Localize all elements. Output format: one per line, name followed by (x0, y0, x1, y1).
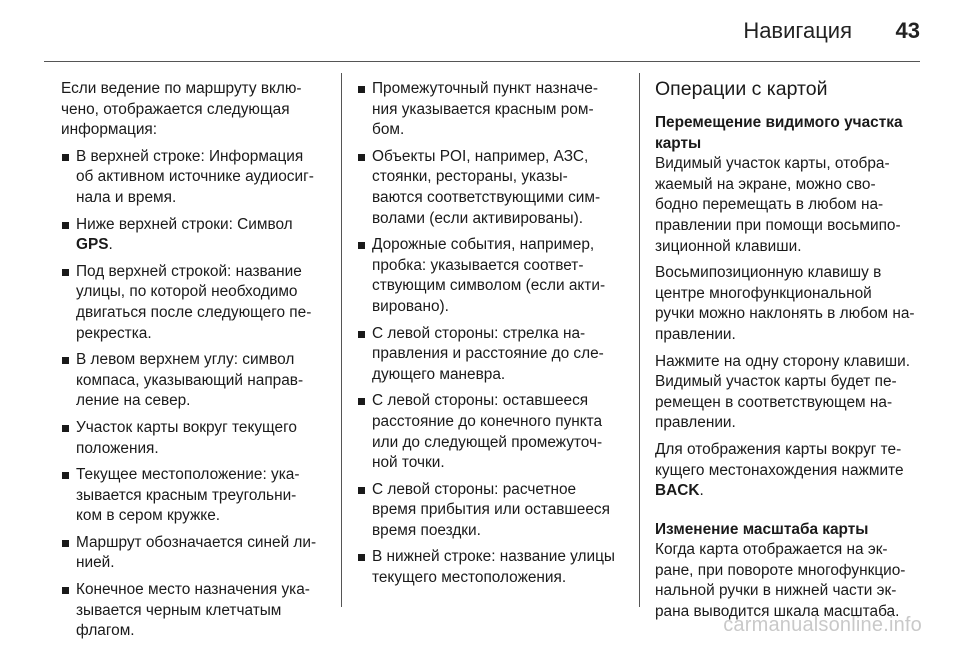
paragraph: Нажмите на одну сторону клавиши. Видимый участок карты будет пе- ремещен в соответствующем на- правлении. (655, 352, 911, 432)
list-item: Под верхней строкой: название улицы, по которой необходимо двигаться после следующего пе- рекрестка. (61, 262, 331, 344)
list-item: В верхней строке: Информация об активном источнике аудиосиг- нала и время. (61, 147, 331, 209)
list-item: В нижней строке: название улицы текущего местоположения. (357, 547, 629, 588)
list-item: С левой стороны: стрелка на- правления и расстояние до сле- дующего маневра. (357, 324, 629, 386)
bullet-square-icon (358, 398, 365, 405)
spacer (655, 508, 925, 520)
column-divider-2 (639, 73, 640, 607)
info-list (61, 147, 331, 642)
bullet-square-icon (62, 587, 69, 594)
column-1 (61, 79, 331, 648)
column-divider-1 (341, 73, 342, 607)
bullet-square-icon (358, 86, 365, 93)
bullet-square-icon (62, 540, 69, 547)
bullet-square-icon (62, 357, 69, 364)
subsection-heading-move-map: Перемещение видимого участка карты (655, 114, 903, 152)
list-item: Объекты POI, например, АЗС, стоянки, рестораны, указы- ваются соответствующими сим- волами (если активированы). (357, 147, 629, 229)
watermark: carmanualsonline.info (723, 614, 922, 636)
list-item: Ниже верхней строки: Символ GPS. (61, 215, 331, 256)
column-2 (357, 79, 629, 595)
list-item: С левой стороны: оставшееся расстояние до конечного пункта или до следующей промежуточ- ной точки. (357, 391, 629, 473)
bullet-square-icon (358, 154, 365, 161)
bullet-square-icon (62, 154, 69, 161)
list-item: В левом верхнем углу: символ компаса, указывающий направ- ление на север. (61, 350, 331, 412)
list-item: Участок карты вокруг текущего положения. (61, 418, 331, 459)
list-item: Конечное место назначения ука- зывается черным клетчатым флагом. (61, 580, 331, 642)
column-3 (655, 79, 925, 629)
info-list-continued (357, 79, 629, 589)
bullet-square-icon (62, 425, 69, 432)
subsection-heading-zoom: Изменение масштаба карты (655, 520, 869, 538)
bullet-square-icon (62, 269, 69, 276)
page-number: 43 (895, 18, 920, 43)
section-title: Операции с картой (655, 78, 828, 100)
page-header (0, 0, 960, 62)
gps-term: GPS (76, 236, 109, 254)
paragraph: Для отображения карты вокруг те- кущего местонахождения нажмите BACK. (655, 440, 904, 500)
list-item: Маршрут обозначается синей ли- нией. (61, 533, 331, 574)
back-key-term: BACK (655, 482, 700, 500)
bullet-square-icon (358, 331, 365, 338)
bullet-square-icon (358, 487, 365, 494)
paragraph: Восьмипозиционную клавишу в центре многофункциональной ручки можно наклонять в любом на- правлении. (655, 264, 915, 343)
list-item: Дорожные события, например, пробка: указывается соответ- ствующим символом (если акти- вировано). (357, 235, 629, 317)
list-item: Промежуточный пункт назначе- ния указывается красным ром- бом. (357, 79, 629, 141)
list-item: Текущее местоположение: ука- зывается красным треугольни- ком в сером кружке. (61, 465, 331, 527)
page-title: Навигация (743, 18, 852, 43)
paragraph: Когда карта отображается на эк- ране, при повороте многофункцио- нальной ручки в нижней части эк- рана выводится шкала масштаба. (655, 541, 906, 621)
bullet-square-icon (358, 242, 365, 249)
paragraph: Видимый участок карты, отобра- жаемый на экране, можно сво- бодно перемещать в любом на- правлении при помощи восьмипо- зиционной клавиши. (655, 155, 901, 255)
bullet-square-icon (62, 222, 69, 229)
header-rule (44, 61, 920, 62)
bullet-square-icon (358, 554, 365, 561)
list-item: С левой стороны: расчетное время прибытия или оставшееся время поездки. (357, 480, 629, 542)
bullet-square-icon (62, 472, 69, 479)
intro-paragraph: Если ведение по маршруту вклю- чено, отображается следующая информация: (61, 80, 302, 139)
